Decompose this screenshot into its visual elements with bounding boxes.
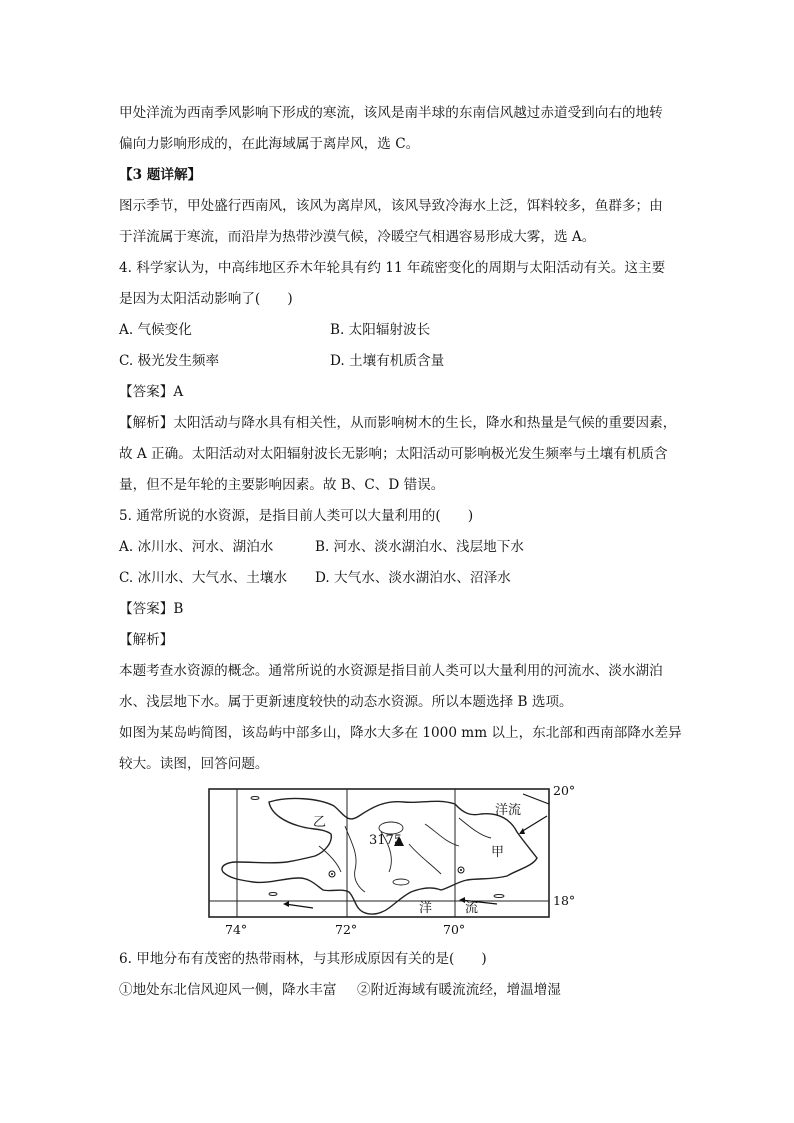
- explanation-line: 本题考查水资源的概念。通常所说的水资源是指目前人类可以大量利用的河流水、淡水湖泊: [119, 663, 663, 679]
- explanation-line: 水、浅层地下水。属于更新速度较快的动态水资源。所以本题选择 B 选项。: [119, 694, 573, 710]
- ocean-current-label-bottom-2: 流: [465, 901, 479, 916]
- question-5-options-row2: [119, 563, 679, 594]
- river: [425, 824, 459, 846]
- map-intro: 如图为某岛屿简图，该岛屿中部多山，降水大多在 1000 mm 以上，东北部和西南部降水差异: [119, 725, 682, 741]
- option-d: D. 土壤有机质含量: [330, 353, 445, 369]
- option-a: A. 冰川水、河水、湖泊水: [119, 539, 274, 555]
- ocean-current-label-top: 洋流: [495, 803, 522, 818]
- question-5-stem: 5. 通常所说的水资源，是指目前人类可以大量利用的( ): [119, 508, 474, 524]
- explanation-line: 量，但不是年轮的主要影响因素。故 B、C、D 错误。: [119, 477, 445, 493]
- option-b: B. 太阳辐射波长: [330, 322, 431, 338]
- map-intro-cont: 较大。读图，回答问题。: [119, 756, 269, 772]
- question-6-stem: 6. 甲地分布有茂密的热带雨林，与其形成原因有关的是( ): [119, 951, 487, 967]
- option-c: C. 极光发生频率: [119, 353, 220, 369]
- island-map-figure: [119, 784, 679, 944]
- section-heading: 【3 题详解】: [119, 167, 202, 183]
- option-a: A. 气候变化: [119, 322, 192, 338]
- river: [319, 846, 341, 872]
- explanation-line: 故 A 正确。太阳活动对太阳辐射波长无影响；太阳活动可影响极光发生频率与土壤有机质含: [119, 446, 668, 462]
- option-c: C. 冰川水、大气水、土壤水: [119, 570, 288, 586]
- small-island: [494, 895, 504, 898]
- current-arrow-bottom-left: [285, 904, 313, 908]
- question-4-options-row1: [119, 315, 679, 346]
- label-jia: 甲: [491, 845, 505, 860]
- arrow-head-icon: [283, 901, 289, 907]
- option-d: D. 大气水、淡水湖泊水、沼泽水: [315, 570, 511, 586]
- current-arrow-top-line: [521, 816, 547, 832]
- current-arrow-top: [523, 794, 549, 804]
- small-island: [269, 893, 277, 896]
- question-4-stem-cont: 是因为太阳活动影响了( ): [119, 291, 293, 307]
- document-body: [119, 98, 682, 1006]
- explanation-heading: 【解析】: [119, 632, 174, 648]
- longitude-label-72: 72°: [335, 922, 358, 937]
- city-marker-dot: [460, 869, 462, 871]
- label-yi: 乙: [313, 815, 327, 830]
- answer: 【答案】B: [119, 601, 184, 617]
- island-outline: [222, 799, 537, 915]
- paragraph-line: 甲处洋流为西南季风影响下形成的寒流，该风是南半球的东南信风越过赤道受到向右的地转: [119, 105, 663, 121]
- paragraph-line: 图示季节，甲处盛行西南风，该风为离岸风，该风导致冷海水上泛，饵料较多，鱼群多；由: [119, 198, 663, 214]
- explanation-line: 【解析】太阳活动与降水具有相关性，从而影响树木的生长，降水和热量是气候的重要因素，: [119, 415, 677, 431]
- question-4-options-row2: [119, 346, 679, 377]
- question-5-options-row1: [119, 532, 679, 563]
- city-marker-dot: [331, 873, 333, 875]
- question-6-options: [119, 975, 679, 1006]
- small-island: [251, 797, 259, 800]
- river: [459, 818, 491, 838]
- arrow-head-icon: [519, 828, 525, 834]
- island-map: [119, 784, 679, 944]
- paragraph-line: 偏向力影响形成的，在此海域属于离岸风，选 C。: [119, 136, 420, 152]
- peak-elevation-label: 3175: [369, 833, 403, 848]
- question-4-stem: 4. 科学家认为，中高纬地区乔木年轮具有约 11 年疏密变化的周期与太阳活动有关。这主要: [119, 260, 666, 276]
- paragraph-line: 于洋流属于寒流，而沿岸为热带沙漠气候，冷暖空气相遇容易形成大雾，选 A。: [119, 229, 596, 245]
- latitude-label-18: 18°: [553, 893, 576, 908]
- longitude-label-70: 70°: [443, 922, 466, 937]
- lake: [393, 879, 409, 885]
- river: [409, 844, 441, 874]
- answer: 【答案】A: [119, 384, 184, 400]
- option-1: ①地处东北信风迎风一侧，降水丰富: [119, 982, 337, 998]
- river: [345, 826, 365, 892]
- option-b: B. 河水、淡水湖泊水、浅层地下水: [315, 539, 524, 555]
- longitude-label-74: 74°: [225, 922, 248, 937]
- latitude-label-20: 20°: [553, 784, 576, 798]
- option-2: ②附近海域有暖流流经，增温增湿: [357, 982, 561, 998]
- ocean-current-label-bottom-1: 洋: [419, 901, 433, 916]
